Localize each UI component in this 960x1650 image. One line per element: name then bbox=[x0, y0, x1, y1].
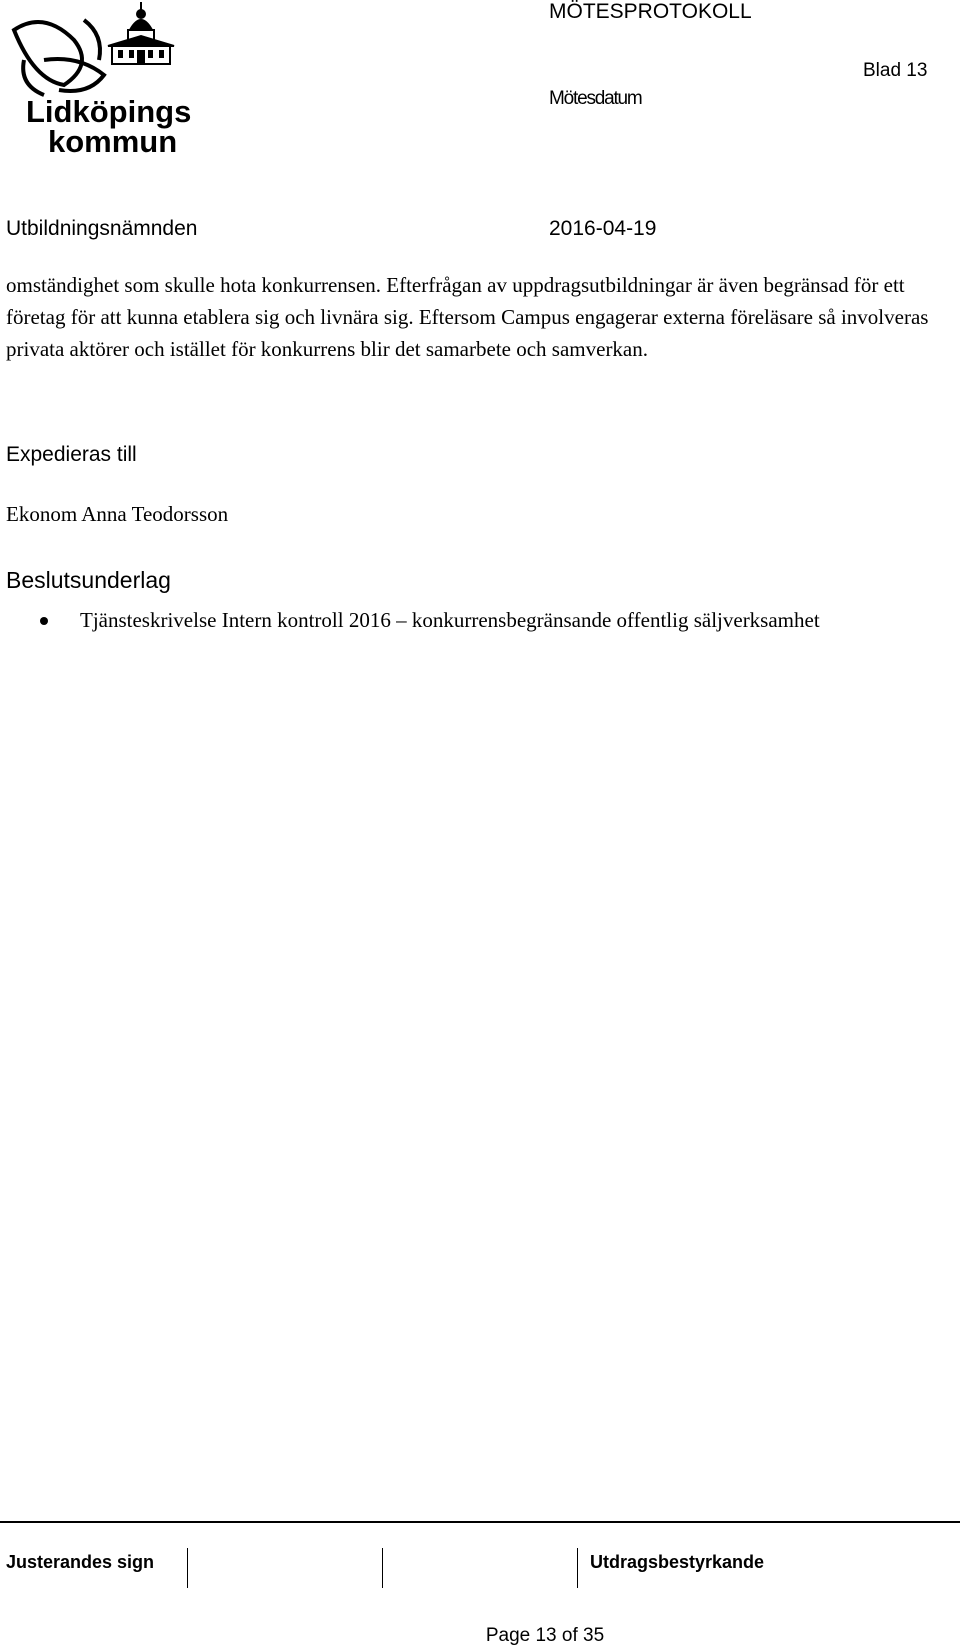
dispatch-recipient: Ekonom Anna Teodorsson bbox=[6, 502, 229, 526]
document-type: MÖTESPROTOKOLL bbox=[549, 0, 752, 23]
page-number: Page 13 of 35 bbox=[485, 1625, 605, 1646]
leaf-swirl-icon bbox=[14, 20, 104, 95]
adjusters-sign-label: Justerandes sign bbox=[6, 1552, 155, 1572]
committee-name: Utbildningsnämnden bbox=[6, 217, 198, 240]
extract-certification-label: Utdragsbestyrkande bbox=[590, 1552, 765, 1572]
logo-line2: kommun bbox=[48, 124, 178, 159]
list-item bbox=[40, 604, 920, 636]
signature-box-divider bbox=[187, 1548, 188, 1588]
signature-box-divider bbox=[382, 1548, 383, 1588]
body-paragraph: omständighet som skulle hota konkurrensen. Efterfrågan av uppdragsutbildningar är även begränsad för ett företag för att kunna etablera sig och livnära sig. Eftersom Campus engagerar externa föreläsare så involveras privata aktörer och istället för konkurrens blir det samarbete och samverkan. bbox=[6, 273, 929, 361]
town-hall-icon bbox=[108, 2, 174, 64]
dispatch-heading: Expedieras till bbox=[6, 443, 137, 466]
bullet-icon bbox=[40, 617, 48, 625]
signature-box-divider bbox=[577, 1548, 578, 1588]
meeting-date-label: Mötesdatum bbox=[549, 88, 642, 109]
basis-list bbox=[40, 604, 920, 636]
basis-item-text: Tjänsteskrivelse Intern kontroll 2016 – konkurrensbegränsande offentlig säljverksamhet bbox=[80, 608, 820, 632]
meeting-date: 2016-04-19 bbox=[549, 217, 657, 240]
basis-heading: Beslutsunderlag bbox=[6, 567, 171, 593]
footer-divider bbox=[0, 1521, 960, 1523]
logo-line1: Lidköpings bbox=[26, 94, 192, 129]
sheet-number: Blad 13 bbox=[863, 60, 928, 81]
municipality-logo bbox=[4, 0, 204, 165]
